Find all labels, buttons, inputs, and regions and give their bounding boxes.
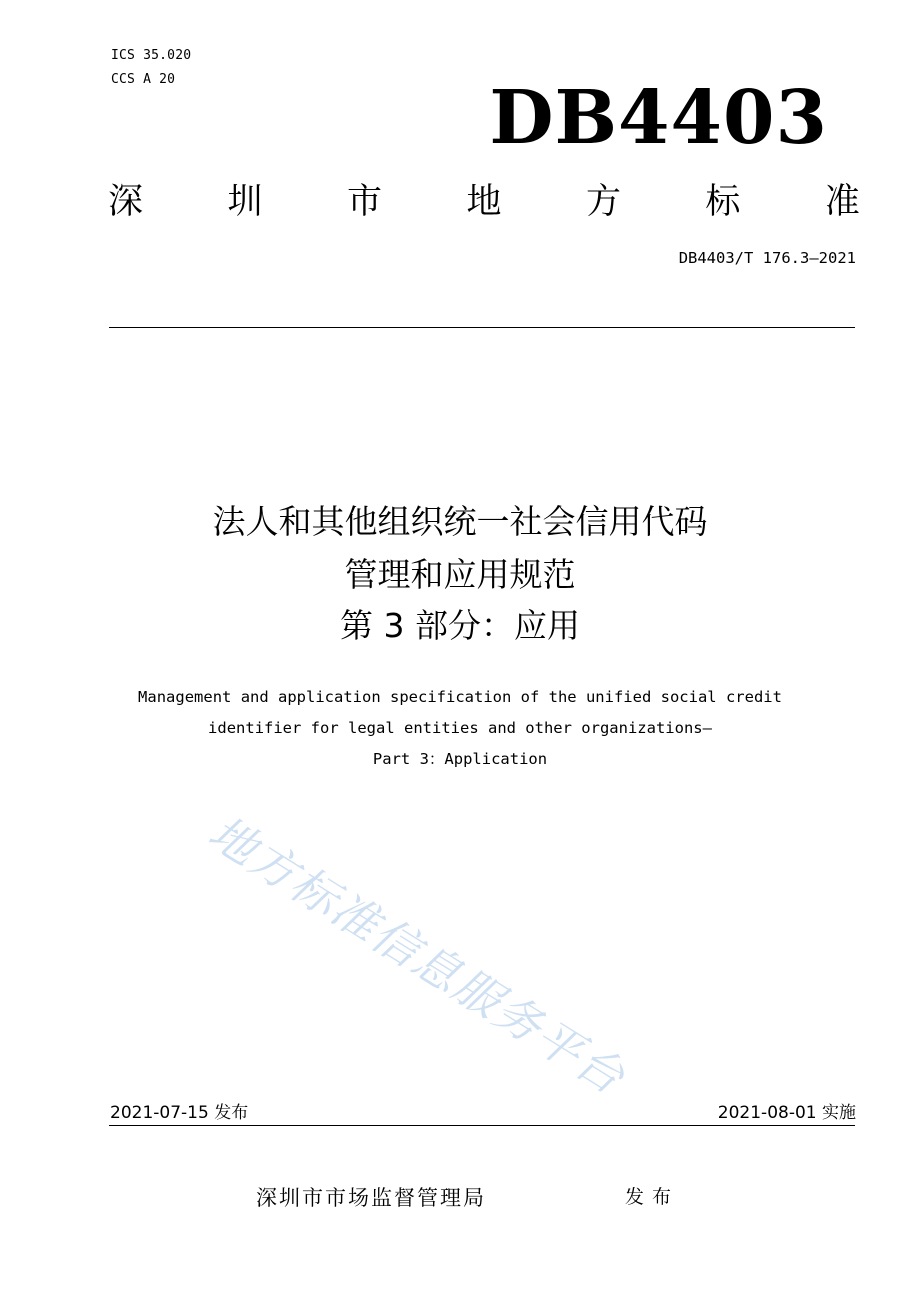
ics-code: ICS 35.020 <box>111 48 192 63</box>
standard-type-char: 市 <box>346 182 382 222</box>
issue-label: 发布 <box>625 1186 680 1208</box>
title-cn-line-2: 管理和应用规范 <box>344 555 576 594</box>
release-date: 2021-07-15 发布 <box>110 1103 249 1123</box>
standard-type-char: 地 <box>466 182 502 222</box>
standard-code-logo: DB4403 <box>489 75 828 161</box>
title-cn-line-3: 第 3 部分：应用 <box>340 606 580 645</box>
standard-number: DB4403/T 176.3—2021 <box>678 249 856 267</box>
standard-type-char: 准 <box>824 182 860 222</box>
header-divider <box>109 327 855 328</box>
implementation-date: 2021-08-01 实施 <box>717 1103 856 1123</box>
standard-type-char: 深 <box>108 182 144 222</box>
ccs-code: CCS A 20 <box>111 72 176 87</box>
issuing-authority: 深圳市市场监督管理局 <box>256 1186 486 1210</box>
title-en-line-1: Management and application specification of the unified social credit <box>138 688 782 706</box>
watermark: 地方标准信息服务平台 <box>199 805 636 1106</box>
title-en-line-2: identifier for legal entities and other organizations— <box>208 719 712 737</box>
standard-type-char: 标 <box>705 182 741 222</box>
standard-type-heading <box>108 180 860 224</box>
standard-type-char: 方 <box>585 182 621 222</box>
footer-divider <box>109 1125 855 1126</box>
title-cn-line-1: 法人和其他组织统一社会信用代码 <box>212 502 708 541</box>
standard-type-char: 圳 <box>227 182 263 222</box>
title-en-line-3: Part 3：Application <box>372 750 548 768</box>
